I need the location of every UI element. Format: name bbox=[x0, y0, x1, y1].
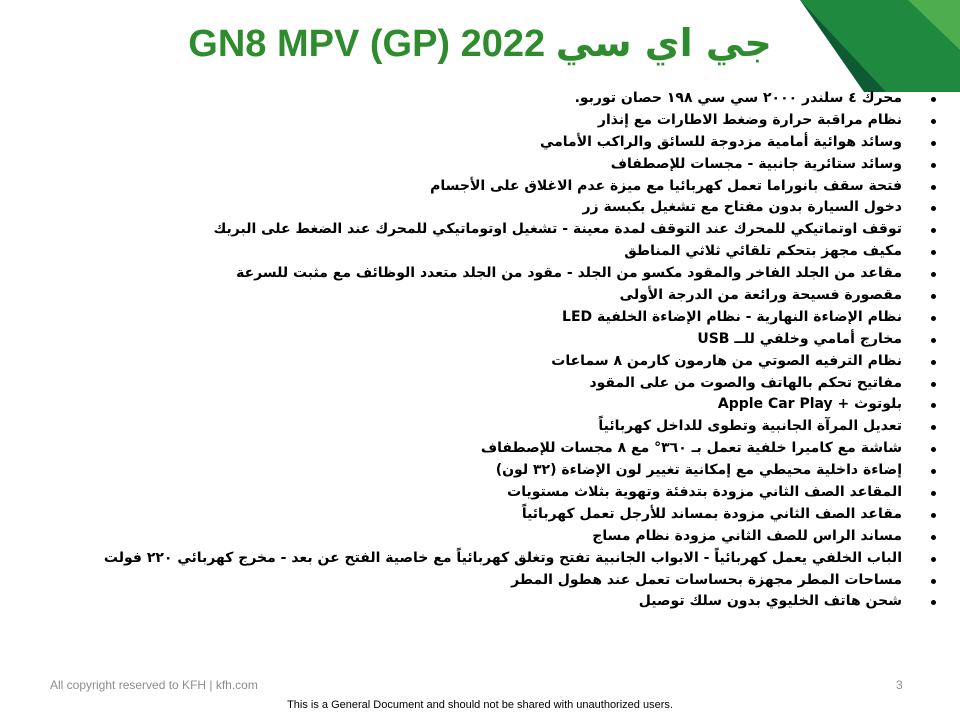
bullet-icon bbox=[931, 206, 936, 211]
feature-text: نظام مراقبة حرارة وضغط الاطارات مع إنذار bbox=[597, 111, 902, 128]
feature-list-item bbox=[180, 504, 940, 526]
feature-list-item bbox=[180, 570, 940, 592]
slide-title bbox=[150, 14, 810, 72]
feature-list-item bbox=[180, 110, 940, 132]
feature-text: دخول السيارة بدون مفتاح مع تشغيل بكبسة زر bbox=[582, 199, 902, 216]
bullet-icon bbox=[931, 360, 936, 365]
feature-text: محرك ٤ سلندر ٢٠٠٠ سي سي ١٩٨ حصان توربو. bbox=[574, 90, 902, 106]
feature-text: وسائد ستائرية جانبية - مجسات للإصطفاف bbox=[610, 155, 902, 172]
bullet-icon bbox=[931, 600, 936, 605]
bullet-icon bbox=[931, 97, 936, 102]
feature-text: نظام الترفيه الصوتي من هارمون كارمن ٨ سماعات bbox=[551, 352, 902, 369]
bullet-icon bbox=[931, 513, 936, 518]
feature-list-item bbox=[180, 416, 940, 438]
feature-text: نظام الإضاءة النهارية - نظام الإضاءة الخلفية LED bbox=[562, 308, 902, 325]
feature-list-item bbox=[180, 132, 940, 154]
bullet-icon bbox=[931, 250, 936, 255]
feature-text: إضاءة داخلية محيطي مع إمكانية تغيير لون الإضاءة (٣٢ لون) bbox=[495, 462, 902, 479]
bullet-icon bbox=[931, 469, 936, 474]
feature-list-item bbox=[180, 263, 940, 285]
feature-text: وسائد هوائية أمامية مزدوجة للسائق والراكب الأمامي bbox=[539, 133, 902, 150]
feature-list-item bbox=[180, 88, 940, 110]
feature-text: فتحة سقف بانوراما تعمل كهربائيا مع ميزة عدم الاغلاق على الأجسام bbox=[430, 177, 902, 194]
feature-list-item bbox=[180, 460, 940, 482]
feature-text: المقاعد الصف الثاني مزودة بتدفئة وتهوية بثلاث مستويات bbox=[507, 484, 902, 501]
bullet-icon bbox=[931, 163, 936, 168]
feature-text: مقاعد من الجلد الفاخر والمقود مكسو من الجلد - مقود من الجلد متعدد الوظائف مع مثبت للسرعة bbox=[236, 265, 902, 282]
bullet-icon bbox=[931, 382, 936, 387]
feature-text: مخارج أمامي وخلفي للــ USB bbox=[697, 330, 902, 347]
feature-list-item bbox=[180, 154, 940, 176]
feature-text: تعديل المرآة الجانبية وتطوى للداخل كهربائياً bbox=[598, 418, 902, 435]
feature-list-item bbox=[180, 373, 940, 395]
disclaimer-text: This is a General Document and should not be shared with unauthorized users. bbox=[287, 699, 673, 711]
feature-list bbox=[103, 88, 940, 628]
bullet-icon bbox=[931, 447, 936, 452]
feature-list-item bbox=[180, 307, 940, 329]
slide-title-arabic: جي اي سي bbox=[555, 21, 772, 65]
bullet-icon bbox=[931, 535, 936, 540]
feature-list-item bbox=[180, 219, 940, 241]
feature-text: مساند الراس للصف الثاني مزودة نظام مساج bbox=[592, 527, 902, 544]
feature-list-item bbox=[180, 351, 940, 373]
feature-list-item bbox=[180, 329, 940, 351]
feature-list-item bbox=[180, 241, 940, 263]
bullet-icon bbox=[931, 425, 936, 430]
feature-text: الباب الخلفي يعمل كهربائياً - الابواب الجانبية تفتح وتغلق كهربائياً مع خاصية الفتح عن بعد - مخرج كهربائي ٢٢٠ فولت bbox=[103, 549, 902, 566]
feature-text: شاشة مع كاميرا خلفية تعمل بـ ٣٦٠° مع ٨ مجسات للإصطفاف bbox=[480, 440, 902, 457]
corner-decoration bbox=[800, 0, 960, 92]
bullet-icon bbox=[931, 294, 936, 299]
bullet-icon bbox=[931, 316, 936, 321]
bullet-icon bbox=[931, 557, 936, 562]
bullet-icon bbox=[931, 403, 936, 408]
feature-list-item bbox=[180, 285, 940, 307]
feature-list-item bbox=[180, 176, 940, 198]
bullet-icon bbox=[931, 141, 936, 146]
bullet-icon bbox=[931, 119, 936, 124]
slide-title-english: GN8 MPV (GP) 2022 bbox=[188, 23, 546, 65]
bullet-icon bbox=[931, 491, 936, 496]
feature-list-item bbox=[180, 197, 940, 219]
feature-list-item bbox=[103, 548, 940, 570]
page-number: 3 bbox=[896, 678, 903, 692]
bullet-icon bbox=[931, 185, 936, 190]
feature-list-item bbox=[180, 394, 940, 416]
bullet-icon bbox=[931, 579, 936, 584]
feature-text: مفاتيح تحكم بالهاتف والصوت من على المقود bbox=[589, 374, 902, 391]
footer-copyright: All copyright reserved to KFH | kfh.com bbox=[50, 678, 258, 692]
feature-text: مقصورة فسيحة ورائعة من الدرجة الأولى bbox=[619, 287, 902, 304]
bullet-icon bbox=[931, 338, 936, 343]
bullet-icon bbox=[931, 228, 936, 233]
feature-text: توقف اوتماتيكي للمحرك عند التوقف لمدة معينة - تشغيل اوتوماتيكي للمحرك عند الضغط على البريك bbox=[213, 221, 902, 238]
bullet-icon bbox=[931, 272, 936, 277]
feature-list-item bbox=[180, 438, 940, 460]
feature-text: مساحات المطر مجهزة بحساسات تعمل عند هطول المطر bbox=[511, 571, 902, 588]
feature-text: مكيف مجهز بتحكم تلقائي ثلاثي المناطق bbox=[624, 243, 902, 260]
feature-list-item bbox=[180, 591, 940, 613]
feature-text: بلوتوث + Apple Car Play bbox=[717, 396, 902, 413]
feature-text: مقاعد الصف الثاني مزودة بمساند للأرجل تعمل كهربائياً bbox=[521, 505, 902, 522]
feature-text: شحن هاتف الخليوي بدون سلك توصيل bbox=[638, 593, 902, 610]
feature-list-item bbox=[180, 482, 940, 504]
feature-list-item bbox=[180, 526, 940, 548]
